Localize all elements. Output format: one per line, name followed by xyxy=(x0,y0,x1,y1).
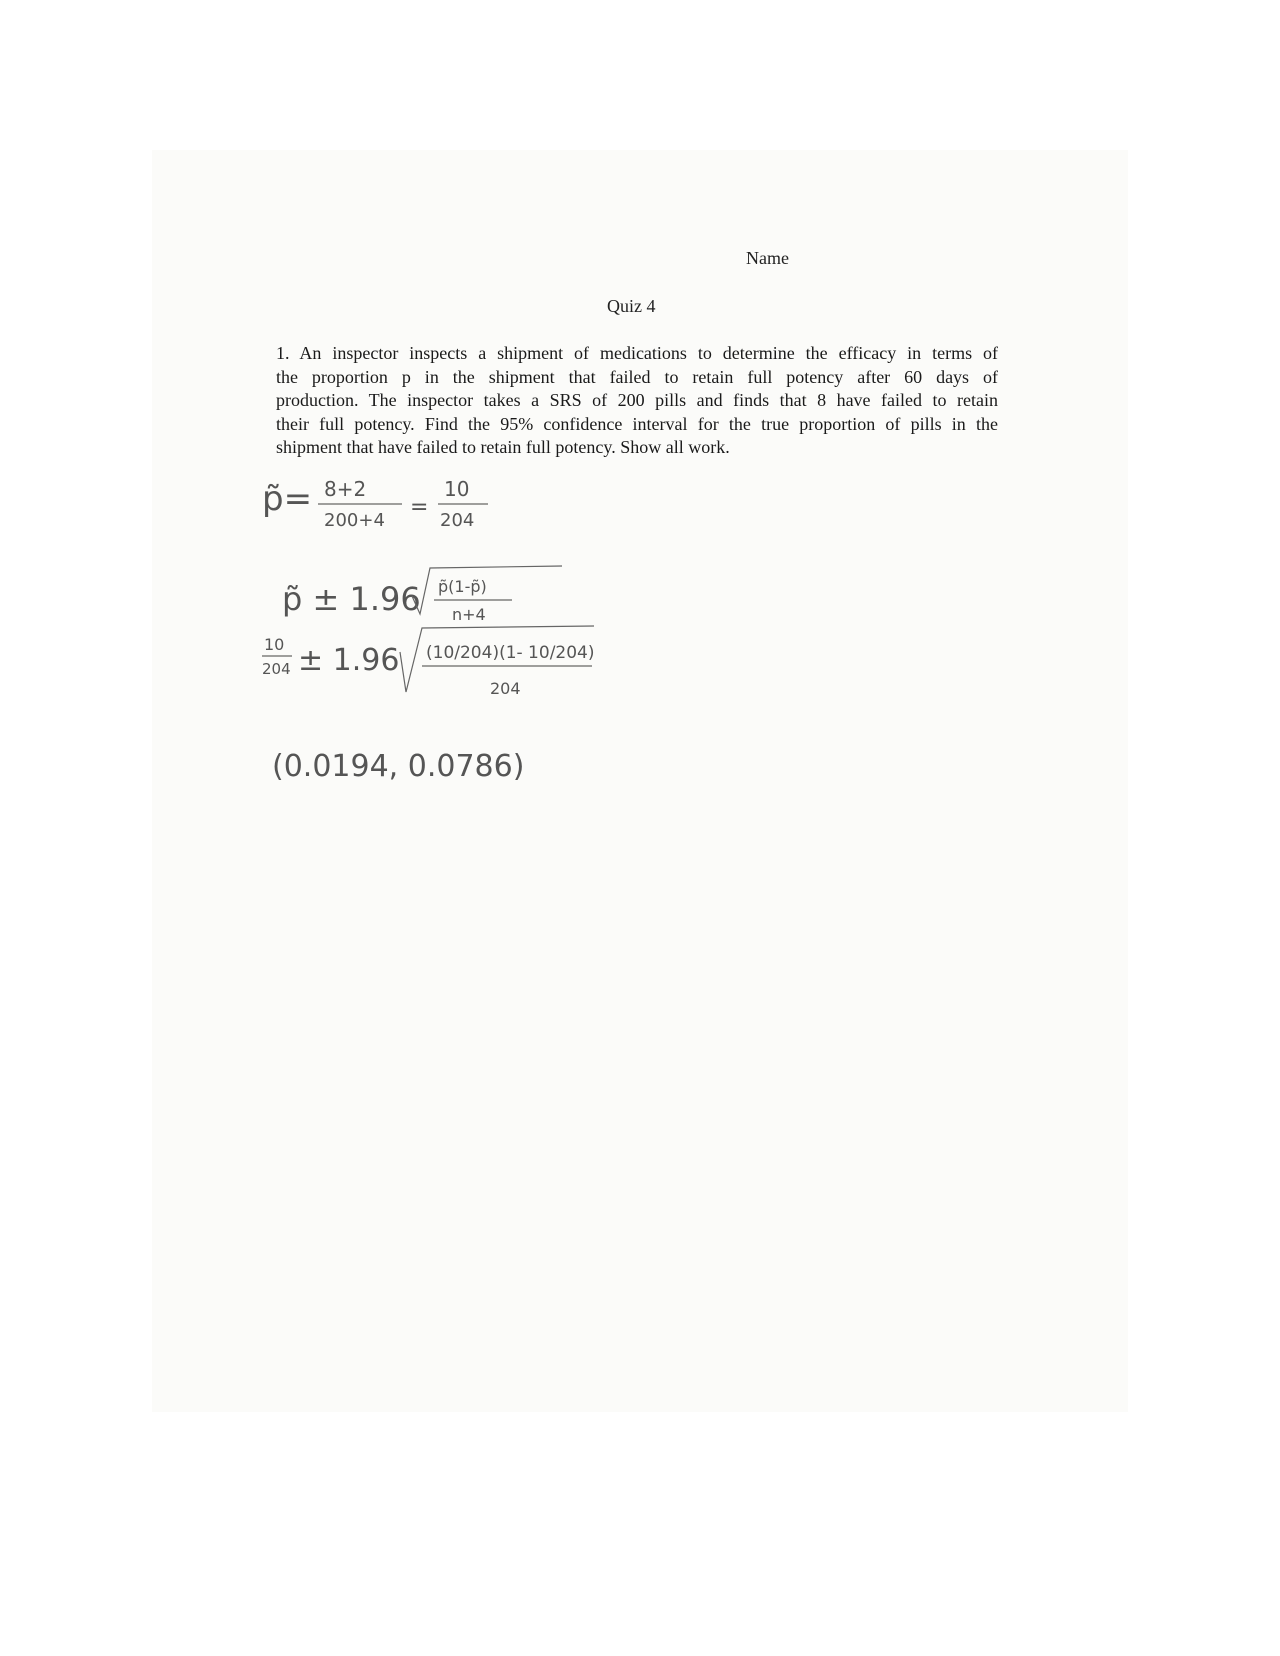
step1-numerator-2: 10 xyxy=(444,477,470,501)
final-answer: (0.0194, 0.0786) xyxy=(272,749,525,784)
step1-denominator: 200+4 xyxy=(324,510,385,531)
step3-frac-numerator: 10 xyxy=(264,635,285,654)
handwritten-work-svg xyxy=(262,470,622,800)
step1-denominator-2: 204 xyxy=(440,510,475,531)
step3-rad-denominator: 204 xyxy=(490,679,521,698)
question-line: shipment that have failed to retain full potency. Show all work. xyxy=(276,437,730,457)
formula-lhs: p̃ ± 1.96 xyxy=(282,580,421,618)
p-tilde-equals: p̃= xyxy=(262,479,313,519)
question-line: their full potency. Find the 95% confidence interval for the true proportion of pills in the xyxy=(276,413,998,434)
step1-numerator: 8+2 xyxy=(324,477,367,501)
formula-rad-denominator: n+4 xyxy=(452,605,486,624)
step2-formula xyxy=(282,566,562,624)
name-label: Name xyxy=(746,248,789,268)
equals-sign: = xyxy=(410,495,429,520)
question-line: production. The inspector takes a SRS of 200 pills and finds that 8 have failed to retain xyxy=(276,390,998,410)
question-line: the proportion p in the shipment that failed to retain full potency after 60 days of xyxy=(276,366,998,387)
step3-plus-minus: ± 1.96 xyxy=(298,643,400,678)
question-line: 1. An inspector inspects a shipment of medications to determine the efficacy in terms of xyxy=(276,343,998,363)
formula-rad-numerator: p̃(1-p̃) xyxy=(438,577,487,596)
question-1-text xyxy=(276,342,998,460)
handwritten-work xyxy=(262,470,622,800)
quiz-title: Quiz 4 xyxy=(607,296,656,316)
step3-frac-denominator: 204 xyxy=(262,660,291,678)
step3-rad-numerator: (10/204)(1- 10/204) xyxy=(426,643,595,663)
step1-estimate xyxy=(262,477,488,531)
radical-sign xyxy=(412,566,562,614)
step3-substitution xyxy=(262,626,595,698)
